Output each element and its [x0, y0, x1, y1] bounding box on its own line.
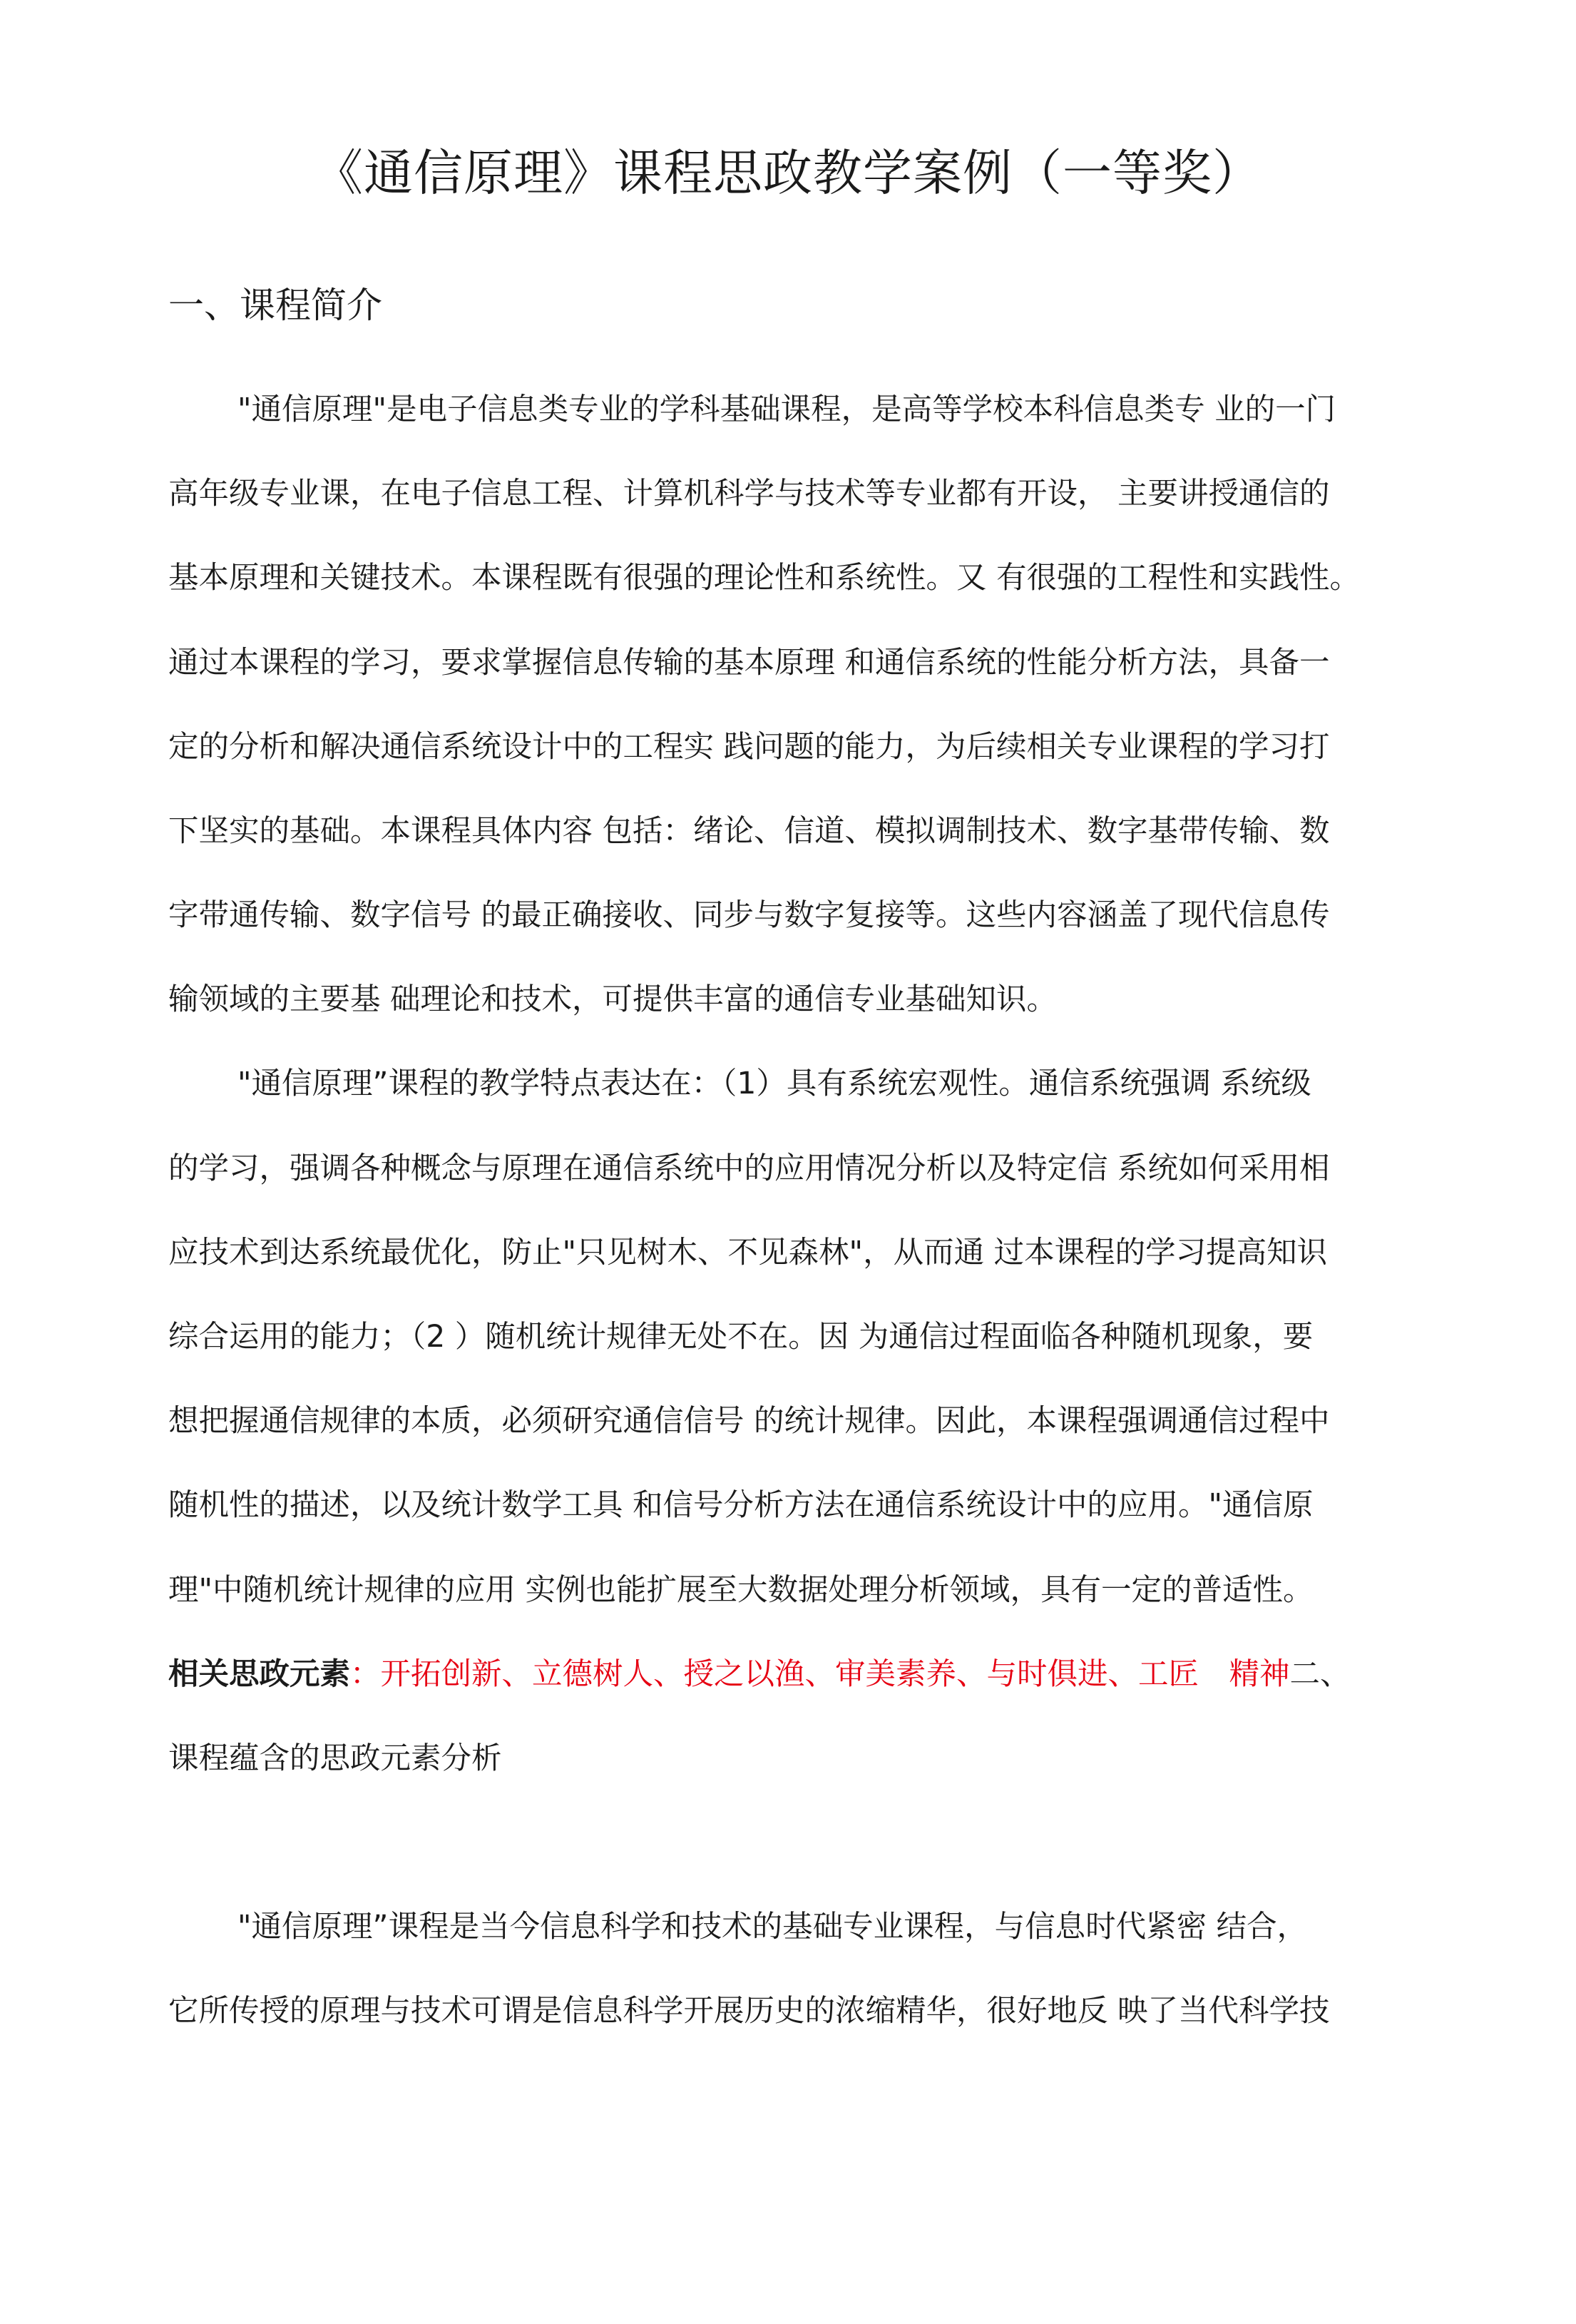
paragraph-line: 下坚实的基础。本课程具体内容 包括：绪论、信道、模拟调制技术、数字基带传输、数 — [168, 814, 1330, 849]
paragraph-line: 定的分析和解决通信系统设计中的工程实 践问题的能力，为后续相关专业课程的学习打 — [168, 730, 1330, 765]
paragraph-line: 综合运用的能力；（2 ）随机统计规律无处不在。因 为通信过程面临各种随机现象，要 — [168, 1320, 1314, 1355]
paragraph-line: 输领域的主要基 础理论和技术，可提供丰富的通信专业基础知识。 — [168, 982, 1058, 1017]
paragraph-line: 随机性的描述，以及统计数学工具 和信号分析方法在通信系统设计中的应用。"通信原 — [168, 1488, 1314, 1523]
paragraph-line: 高年级专业课，在电子信息工程、计算机科学与技术等专业都有开设， 主要讲授通信的 — [168, 476, 1330, 511]
section-heading-number: 二、 — [1289, 1657, 1351, 1692]
paragraph-line: 基本原理和关键技术。本课程既有很强的理论性和系统性。又 有很强的工程性和实践性。 — [168, 561, 1361, 596]
elements-list: 开拓创新、立德树人、授之以渔、审美素养、与时俱进、工匠 精神 — [380, 1657, 1290, 1692]
paragraph-line: 它所传授的原理与技术可谓是信息科学开展历史的浓缩精华，很好地反 映了当代科学技 — [168, 1994, 1330, 2029]
paragraph-line: 想把握通信规律的本质，必须研究通信信号 的统计规律。因此，本课程强调通信过程中 — [168, 1404, 1330, 1439]
paragraph-line: 通过本课程的学习，要求掌握信息传输的基本原理 和通信系统的性能分析方法，具备一 — [168, 646, 1330, 681]
paragraph-line: "通信原理"是电子信息类专业的学科基础课程，是高等学校本科信息类专 业的一门 — [237, 392, 1336, 427]
paragraph-line: 理"中随机统计规律的应用 实例也能扩展至大数据处理分析领域，具有一定的普适性。 — [168, 1573, 1314, 1608]
paragraph-line: "通信原理”课程的教学特点表达在：（1）具有系统宏观性。通信系统强调 系统级 — [237, 1066, 1311, 1101]
elements-label: 相关思政元素 — [168, 1657, 351, 1692]
elements-colon: ： — [350, 1657, 381, 1692]
paragraph-line: "通信原理”课程是当今信息科学和技术的基础专业课程，与信息时代紧密 结合， — [237, 1910, 1308, 1945]
section-heading-element-analysis: 课程蕴含的思政元素分析 — [168, 1741, 502, 1776]
paragraph-line: 的学习，强调各种概念与原理在通信系统中的应用情况分析以及特定信 系统如何采用相 — [168, 1151, 1330, 1186]
document-title: 《通信原理》课程思政教学案例（一等奖） — [314, 145, 1262, 202]
ideological-elements-line — [168, 1653, 1351, 1696]
section-heading-course-intro: 一、课程简介 — [168, 285, 382, 326]
paragraph-line: 应技术到达系统最优化，防止"只见树木、不见森林"，从而通 过本课程的学习提高知识 — [168, 1235, 1328, 1270]
paragraph-line: 字带通传输、数字信号 的最正确接收、同步与数字复接等。这些内容涵盖了现代信息传 — [168, 898, 1330, 933]
